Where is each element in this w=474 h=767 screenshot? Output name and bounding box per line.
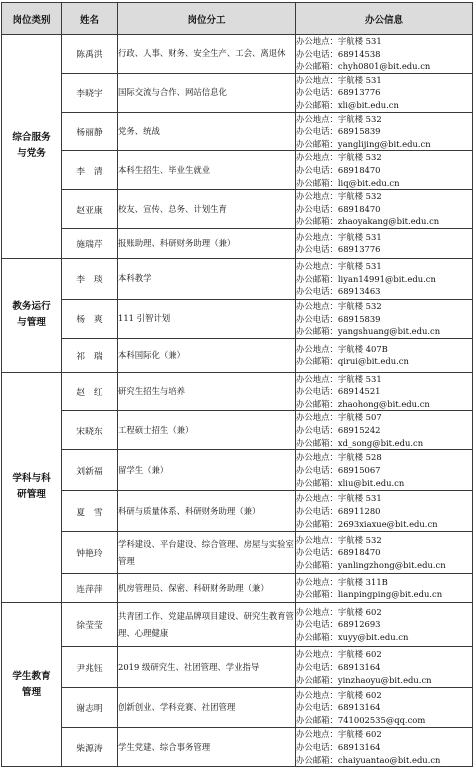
category-cell [2,603,62,767]
table-body [2,35,473,767]
office-location: 办公地点：宇航楼 531 [296,493,382,504]
office-location: 办公地点：宇航楼 532 [296,534,382,545]
office-location: 办公地点：宇航楼 531 [296,36,382,46]
staff-duty: 本科生招生、毕业生就业 [118,151,296,190]
staff-name: 刘新福 [62,450,118,491]
category-label: 研管理 [17,489,46,501]
table-row [2,35,473,74]
office-email[interactable]: 办公邮箱：741002535@qq.com [296,715,426,726]
staff-name: 祁 瑞 [62,338,118,372]
staff-duty: 科研与质量体系、科研财务助理（兼） [118,491,296,532]
table-row [2,728,473,767]
table-row [2,299,473,338]
office-info [296,258,473,299]
staff-name: 尹兆钰 [62,647,118,688]
staff-name: 柴源涛 [62,728,118,767]
office-info [296,151,473,190]
office-info [296,574,473,603]
office-location: 办公地点：宇航楼 507 [296,412,382,423]
staff-duty: 国际交流与合作、网站信息化 [118,73,296,112]
category-label: 学科与科 [12,473,51,485]
staff-name: 宋晓东 [62,411,118,450]
office-email[interactable]: 办公邮箱：yanlingzhong@bit.edu.cn [296,560,446,571]
office-info [296,411,473,450]
office-phone: 办公电话：68911280 [296,505,381,516]
office-info [296,299,473,338]
office-email[interactable]: 办公邮箱：zhaohong@bit.edu.cn [296,398,430,409]
staff-name: 李晓宇 [62,73,118,112]
office-info [296,450,473,491]
table-row [2,411,473,450]
office-email[interactable]: 办公邮箱：xli@bit.edu.cn [296,99,399,110]
staff-duty: 学生党建、综合事务管理 [118,728,296,767]
office-location: 办公地点：宇航楼 531 [296,373,382,384]
office-info [296,190,473,229]
header-name: 姓名 [62,3,118,35]
staff-duty: 机房管理员、保密、科研财务助理（兼） [118,574,296,603]
office-info [296,491,473,532]
staff-name: 赵亚康 [62,190,118,229]
office-phone: 办公电话：68918470 [296,547,381,558]
office-email[interactable]: 办公邮箱：liyan14991@bit.edu.cn [296,273,436,284]
staff-duty: 学科建设、平台建设、综合管理、房屋与实验室管理 [118,532,296,574]
office-info [296,728,473,767]
staff-duty: 研究生招生与培养 [118,372,296,411]
category-label: 与党务 [17,148,46,160]
header-duty: 岗位分工 [118,3,296,35]
office-phone: 办公电话：68913776 [296,87,381,98]
table-row [2,372,473,411]
office-info [296,603,473,647]
table-row [2,574,473,603]
office-info [296,647,473,688]
category-cell [2,35,62,259]
table-row [2,73,473,112]
office-info [296,688,473,728]
office-info [296,338,473,372]
staff-name: 谢志明 [62,688,118,728]
table-row [2,491,473,532]
staff-duty: 创新创业、学科竞赛、社团管理 [118,688,296,728]
staff-name: 赵 红 [62,372,118,411]
office-phone: 办公电话：68914538 [296,48,381,59]
staff-duty: 共青团工作、党建品牌项目建设、研究生教育管理、心理健康 [118,603,296,647]
table-row [2,190,473,229]
office-info [296,532,473,574]
staff-duty: 党务、统战 [118,112,296,151]
staff-duty: 行政、人事、财务、安全生产、工会、离退休 [118,35,296,74]
office-location: 办公地点：宇航楼 311B [296,576,388,587]
office-phone: 办公电话：68918470 [296,164,381,175]
office-info [296,35,473,74]
office-phone: 办公电话：68913164 [296,661,381,672]
table-row [2,688,473,728]
header-category: 岗位类别 [2,3,62,35]
office-location: 办公地点：宇航楼 602 [296,729,382,740]
staff-name: 杨丽静 [62,112,118,151]
staff-duty: 留学生（兼） [118,450,296,491]
office-email[interactable]: 办公邮箱：xuyy@bit.edu.cn [296,632,409,643]
office-email[interactable]: 办公邮箱：zhaoyakang@bit.edu.cn [296,216,440,227]
category-cell [2,372,62,603]
category-label: 学生教育 [12,670,51,682]
office-phone: 办公电话：68913463 [296,286,381,297]
category-label: 教务运行 [12,301,51,313]
table-row [2,112,473,151]
office-location: 办公地点：宇航楼 532 [296,300,382,311]
table-row [2,258,473,299]
office-email[interactable]: 办公邮箱：yangshuang@bit.edu.cn [296,326,441,337]
office-phone: 办公电话：68913164 [296,702,381,713]
office-phone: 办公电话：68912693 [296,619,381,630]
staff-name: 李 琰 [62,258,118,299]
office-email[interactable]: 办公邮箱：xd_song@bit.edu.cn [296,437,424,448]
staff-name: 钟艳玲 [62,532,118,574]
header-office: 办公信息 [296,3,473,35]
office-email[interactable]: 办公邮箱：yinzhaoyu@bit.edu.cn [296,674,432,685]
office-location: 办公地点：宇航楼 602 [296,689,382,700]
office-location: 办公地点：宇航楼 407B [296,343,388,354]
office-location: 办公地点：宇航楼 602 [296,606,382,617]
office-info [296,372,473,411]
office-location: 办公地点：宇航楼 531 [296,261,382,272]
category-label: 综合服务 [12,132,51,144]
table-row [2,603,473,647]
office-location: 办公地点：宇航楼 532 [296,191,382,202]
table-row [2,338,473,372]
office-phone: 办公电话：68914521 [296,386,381,397]
office-email[interactable]: 办公邮箱：chaiyuantao@bit.edu.cn [296,754,441,765]
staff-table [1,2,473,767]
office-info [296,73,473,112]
table-row [2,647,473,688]
office-location: 办公地点：宇航楼 531 [296,231,382,242]
table-row [2,450,473,491]
staff-duty: 2019 级研究生、社团管理、学业指导 [118,647,296,688]
header-row [2,3,473,35]
office-info [296,228,473,258]
office-phone: 办公电话：68915242 [296,425,381,436]
office-location: 办公地点：宇航楼 528 [296,452,382,463]
staff-name: 陈禹洪 [62,35,118,74]
staff-name: 杨 爽 [62,299,118,338]
office-email[interactable]: 办公邮箱：xliu@bit.edu.cn [296,477,405,488]
staff-name: 夏 雪 [62,491,118,532]
staff-duty: 工程硕士招生（兼） [118,411,296,450]
staff-duty: 本科教学 [118,258,296,299]
staff-name: 施瑞芹 [62,228,118,258]
office-phone: 办公电话：68915839 [296,126,381,137]
staff-name: 李 清 [62,151,118,190]
office-location: 办公地点：宇航楼 532 [296,113,382,124]
office-location: 办公地点：宇航楼 602 [296,649,382,660]
office-phone: 办公电话：68915839 [296,313,381,324]
office-location: 办公地点：宇航楼 532 [296,152,382,163]
office-phone: 办公电话：68915067 [296,464,381,475]
category-label: 与管理 [17,317,46,329]
office-email[interactable]: 办公邮箱：chyh0801@bit.edu.cn [296,61,431,72]
category-cell [2,258,62,372]
office-email[interactable]: 办公邮箱：yanglijing@bit.edu.cn [296,138,431,149]
staff-name: 连萍萍 [62,574,118,603]
staff-name: 徐莹莹 [62,603,118,647]
office-email[interactable]: 办公邮箱：liq@bit.edu.cn [296,177,400,188]
category-label: 管理 [21,686,42,698]
staff-duty: 111 引智计划 [118,299,296,338]
table-row [2,228,473,258]
staff-duty: 报账助理、科研财务助理（兼） [118,228,296,258]
staff-duty: 本科国际化（兼） [118,338,296,372]
table-row [2,532,473,574]
office-phone: 办公电话：68913776 [296,244,381,255]
office-email[interactable]: 办公邮箱：lianpingping@bit.edu.cn [296,589,443,600]
staff-duty: 校友、宣传、总务、计划生育 [118,190,296,229]
table-row [2,151,473,190]
office-phone: 办公电话：68913164 [296,741,381,752]
office-info [296,112,473,151]
office-email[interactable]: 办公邮箱：qirui@bit.edu.cn [296,356,409,367]
office-email[interactable]: 办公邮箱：2693xiaxue@bit.edu.cn [296,518,438,529]
office-location: 办公地点：宇航楼 531 [296,74,382,85]
office-phone: 办公电话：68918470 [296,203,381,214]
